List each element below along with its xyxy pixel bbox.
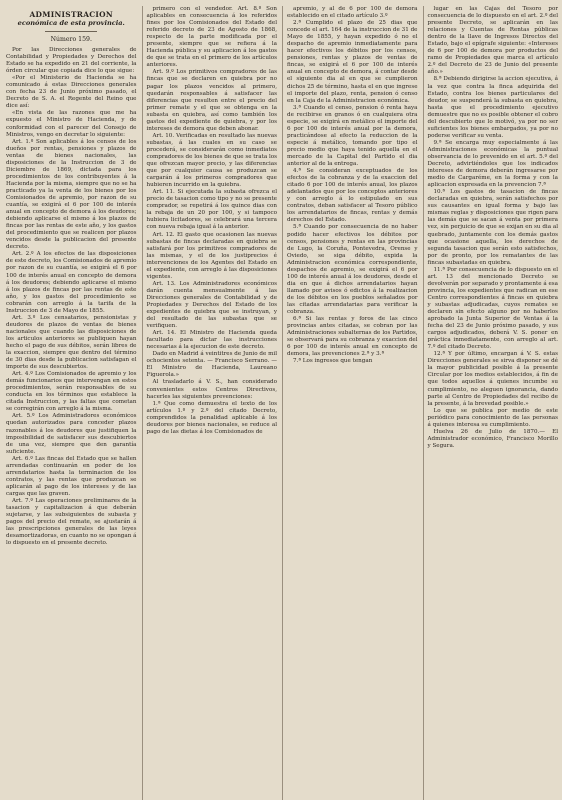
paragraph: 2.ª Cumplido el plazo de 25 dias que concede el art. 164 de la instruccion de 31 de Mayo de 1855, y hayan expedido ó no el despacho de apremio inmediatamente para hacer efectivos los débitos por los censos, pensiones, rentas y plazos de ventas de fincas, se exigirá el 6 por 100 de interés anual en concepto de demora, á contar desde el siguiente dia al en que se cumplieron dichos 25 de término, hasta el en que ingrese el importe del plazo, renta, pension ó censo en la Caja de la Administracion económica.	[287, 20, 418, 104]
paragraph: Art. 6.º Las fincas del Estado que se hallen arrendadas continuarán en poder de los arrendatarios hasta la terminacion de los contratos, y las rentas que produzcan se aplicarán al pago de los intereses y de las cargas que las graven.	[6, 455, 137, 497]
paragraph: Por las Direcciones generales de Contabilidad y Propiedades y Derechos del Estado se ha expedido en 21 del corriente, la órden circular que copiada dice lo que sigue:	[6, 47, 137, 75]
paragraph: Art. 14. El Ministro de Hacienda queda facultado para dictar las instrucciones necesarias á la ejecucion de este decreto.	[146, 330, 277, 351]
paragraph: 7.ª Los ingresos que tengan	[293, 358, 373, 365]
text-column-3	[282, 6, 418, 800]
paragraph: 11.ª Por consecuencia de lo dispuesto en el art. 13 del mencionado Decreto se devolverán por separado y prontamente á esa provincia, los expedientes que radican en ese Centro correspondientes á fincas en quiebra y subastas adjudicadas, cuyos remates se declaren sin efecto alguno por no haberlos aprobado la Junta Superior de Ventas á la fecha del 23 de Junio próximo pasado, y sus cargos adjudicados, deberá V. S. poner en práctica inmediatamente, con arreglo al art. 7.º del citado Decreto.	[427, 266, 558, 351]
paragraph: 3.ª Cuando el censo, pension ó renta haya de recibirse en granos ó en cualquiera otra especie, se exigirá en metálico el importe del 6 por 100 de interés anual por la demora, practicándose al efecto la reduccion de la especie á metálico, tomando por tipo el precio medio que haya tenido aquella en el mercado de la Capital del Partido el dia anterior al de la entrega.	[287, 104, 418, 168]
paragraph: Art. 12. El gasto que ocasionen las nuevas subastas de fincas declaradas en quiebra se satisfará por los primitivos compradores de las mismas, y el de los justiprecios é intervenciones de los Agentes del Estado en el expediente, con arreglo á las disposiciones vigentes.	[146, 231, 277, 280]
paragraph: 12.ª Y por último, encargan á V. S. estas Direcciones generales se sirva disponer se dé la mayor publicidad posible á la presente Circular por los medios establecidos, á fin de que todos aquellos á quienes incumbe su cumplimiento, no aleguen ignorancia, dando parte al Centro de Propiedades del recibo de la presente, á la brevedad posible.»	[427, 351, 558, 407]
paragraph: 5.ª Cuando por consecuencia de no haber podido hacer efectivos los débitos por censos, pensiones y rentas en las provincias de Lugo, la Coruña, Pontevedra, Orense y Oviedo, se siga débito, expida la Administracion económica correspondiente, despachos de apremio, se exigirá el 6 por 100 de interés anual á los deudores, desde el dia en que á dichos arrendatarios hayan llamado por avisos ó edictos á la realizacion de los débitos en los pueblos señalados por las citadas arrendatarias para verificar la cobranza.	[287, 224, 418, 316]
paragraph: Art. 9.º Los primitivos compradores de las fincas que se declaren en quiebra por no pagar los plazos vencidos al primero, quedarán responsables á satisfacer las diferencias que resulten entre el precio del primer remate y el que se obtenga en la subasta en quiebra, así como también los gastos del expediente de quiebra, y por los intereses de demora que deben abonar.	[146, 69, 277, 132]
paragraph: 1.ª Que como demuestra el texto de los artículos 1.º y 2.º del citado Decreto, comprendidos la penalidad aplicable á los deudores por bienes nacionales, se reduce al pago de las dietas á los Comisionados de	[146, 400, 277, 435]
column-paragraphs	[147, 6, 278, 436]
heading-rule	[45, 31, 97, 32]
column-paragraphs	[6, 47, 137, 547]
paragraph: 4.ª Se consideran exceptuados de los efectos de la cobranza y de la exaccion del citado 6 por 100 de interés anual, los plazos adelantados que por los conceptos anteriores y con arreglo á lo estipulado en sus contratos, deban satisfacer al Tesoro público los arrendatarios de fincas, rentas y demás derechos del Estado.	[287, 168, 418, 224]
paragraph: Art. 10. Verificadas en resultado las nuevas subastas, á las cuales en su caso se procederá, se considerarán como inmediatos compradores de los bienes de que se trata los que ofrezcan mayor precio, y las diferencias que por cualquier causa se produzcan se cargarán á los primeros compradores que hubieren incurrido en la quiebra.	[146, 132, 277, 189]
paragraph: Lo que se publica por medio de este periódico para conocimiento de las personas á quienes interesa su cumplimiento.	[427, 407, 558, 428]
paragraph: Huelva 26 de Julio de 1870.— El Administrador económico, Francisco Morillo y Segura.	[427, 428, 558, 449]
paragraph: 9.ª Se encarga muy especialmente á las Administraciones económicas la puntual observancia de lo prevenido en el art. 5.º del Decreto, advirtiéndoles que los indicados intereses de demora deberán ingresarse por medio de Cargaréme, en la forma y con la aplicacion expresada en la prevencion 7.ª	[427, 139, 558, 189]
text-column-4	[423, 6, 559, 800]
column-paragraphs	[428, 6, 559, 450]
paragraph: Art. 1.º Son aplicables á los censos de los dueños por rentas, pensiones y plazos de ventas de bienes nacionales, las disposiciones de la Instruccion de 3 de Diciembre de 1869, dictada para los procedimientos de los contribuyentes á la Hacienda por la misma, siempre que no se ha practicado ya la venta de los bienes por los Comisionados de apremio, por razon de su cuantía, se exigirá el 6 por 100 de interés anual en concepto de demora á los deudores; debiendo aplicarse el mismo á los plazos de fincas por las rentas de este año, y los gastos del procedimiento que se realicen por plazos vencidos desde la publicacion del presente decreto.	[6, 138, 137, 251]
paragraph: 6.ª Si las rentas y foros de las cinco provincias antes citadas, se cobran por las Administraciones subalternas de los Partidos, se observará para su cobranza y exaccion del 6 por 100 de interés anual en concepto de demora, las prevenciones 2.ª y 3.ª	[287, 316, 418, 358]
paragraph: Art. 5.º Los Administradores económicos quedan autorizados para conceder plazos razonables á los deudores que justifiquen la imposibilidad de satisfacer sus descubiertos de una vez, siempre que den garantía suficiente.	[6, 413, 137, 455]
paragraph: «En vista de las razones que me ha expuesto el Ministro de Hacienda, y de conformidad con el parecer del Consejo de Ministros, vengo en decretar lo siguiente:	[6, 110, 137, 138]
paragraph: Art. 11. Si ejecutada la subasta ofrezca el precio de tasacion como tipo y no se presente comprador, se repetirá á los quince dias con la rebaja de un 20 por 100, y si tampoco hubiera licitadores, se celebrará una tercera con nueva rebaja igual á la anterior.	[146, 189, 277, 231]
paragraph: Art. 2.º A los efectos de las disposiciones de este decreto, los Comisionados de apremio por razon de su cuantía, se exigirá el 6 por 100 de interés anual en concepto de demora á los deudores; debiendo aplicarse el mismo á los plazos de fincas por las rentas de este año, y los gastos del procedimiento se cobrarán con arreglo á la tarifa de la Instruccion de 3 de Mayo de 1855.	[6, 251, 137, 314]
section-subheading: económica de esta provincia.	[17, 19, 125, 27]
paragraph: Art. 7.º Las operaciones preliminares de la tasacion y capitalizacion á que deberán sujetarse, y las subsiguientes de subasta y pagos del precio del remate, se ajustarán á las prescripciones generales de las leyes desamortizadoras, en cuanto no se opongan á lo dispuesto en el presente decreto.	[6, 498, 137, 547]
paragraph: Art. 3.º Los censatarios, pensionistas y deudores de plazos de ventas de bienes nacionales que cuando las disposiciones de los articulos anteriores se publiquen hayan hecho el pago de sus débitos, serán libres de la exaccion, siempre que dentro del término de 30 dias desde la publicacion satisfagan el importe de sus descubiertos.	[6, 314, 137, 371]
text-column-1	[6, 6, 137, 800]
column-paragraphs	[287, 6, 418, 365]
text-column-2	[142, 6, 278, 800]
notice-number: Número 159.	[50, 36, 92, 43]
paragraph: primero con el vendedor. Art. 8.º Son aplicables en consecuencia á los referidos fines por los Comisionados del Estado del referido decreto de 23 de Agosto de 1868, respecto de la parte modificada por el presente, siempre que se refiera á la Hacienda pública y su aplicacion á los gastos de que se trata en el primero de los artículos anteriores.	[146, 6, 277, 69]
paragraph: 8.ª Debiendo dirigirse la accion ejecutiva, á la vez que contra la finca adquirida del Estado, contra los bienes particulares del deudor, se suspenderá la subasta en quiebra, hasta que el procedimiento ejecutivo demuestre que no es posible obtener el cobro del descubierto que lo motivó, ya por no ser suficientes los bienes embargados, ya por no poderse verificar su venta.	[427, 76, 558, 139]
paragraph: «Por el Ministerio de Hacienda se ha comunicado á estas Direcciones generales con fecha 23 de Junio próximo pasado, el Decreto de S. A. el Regente del Reino que dice así:	[6, 75, 137, 110]
paragraph: lugar en las Cajas del Tesoro por consecuencia de lo dispuesto en el art. 2.º del presente Decreto, se aplicarán en las relaciones y Cuentas de Rentas públicas dentro de la llave de Ingresos Directos del Estado, bajo el epígrafe siguiente: «Intereses de 6 por 100 de demora por productos del ramo de Propiedades que marca el artículo 2.º del Decreto de 23 de Junio del presente año.»	[427, 6, 558, 76]
paragraph: Art. 13. Los Administradores económicos darán cuenta mensualmente á las Direcciones generales de Contabilidad y de Propiedades y Derechos del Estado de los expedientes de quiebra que se instruyan, y del resultado de las subastas que se verifiquen.	[146, 280, 277, 330]
section-heading: ADMINISTRACION	[29, 10, 113, 19]
paragraph: apremio, y al de 6 por 100 de demora establecido en el citado artículo 3.º	[287, 6, 418, 20]
paragraph: 10.ª Los gastos de tasacion de fincas declaradas en quiebra, serán satisfechos por sus causantes en igual forma y bajo las mismas reglas y disposiciones que rigen para las demás que se sacan á venta por primera vez, sin perjuicio de que se exijan en su dia al quebrado, juntamente con los demás gastos que ocasione aquella, los derechos de segunda tasacion que serán esto satisfechos, por de pronto, por los rematantes de las fincas subastadas en quiebra.	[427, 189, 558, 266]
paragraph: Al trasladarlo á V. S., han considerado convenientes estos Centros Directivos, hacerles las siguientes prevenciones:	[146, 379, 277, 400]
paragraph: Art. 4.º Los Comisionados de apremio y los demás funcionarios que intervengan en estos procedimientos, serán responsables de su conducta en los términos que establece la citada Instruccion, y las faltas que cometan se corregirán con arreglo á la misma.	[6, 371, 137, 413]
paragraph: Dado en Madrid á veintitres de Junio de mil ochocientos setenta. — Francisco Serrano. — El Ministro de Hacienda, Laureano Figuerola.»	[146, 351, 277, 379]
